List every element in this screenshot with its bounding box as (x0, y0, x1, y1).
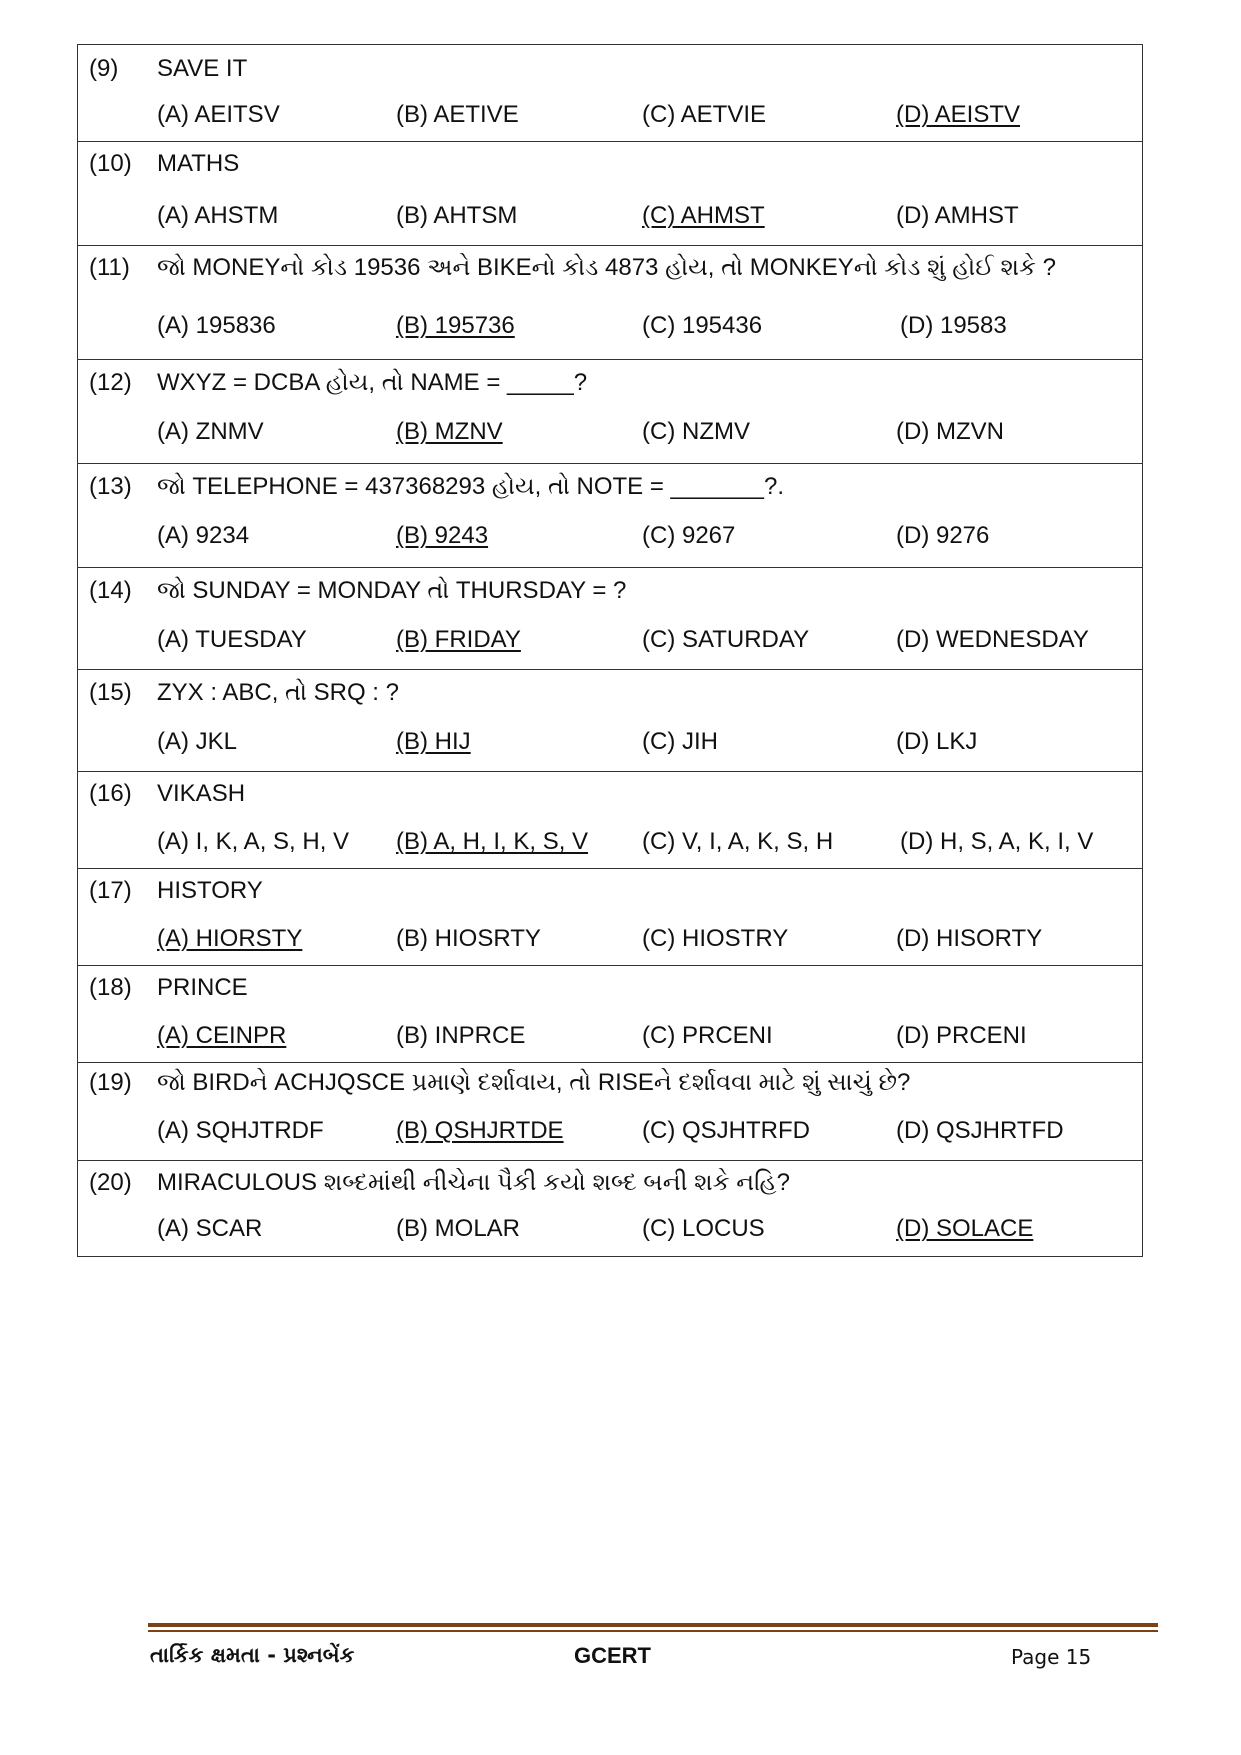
correct-option: (C) AHMST (642, 202, 765, 229)
question-text: MATHS (157, 150, 240, 177)
answer-option: (A) 9234 (157, 522, 250, 549)
answer-option: (B) AETIVE (396, 101, 519, 128)
question-text: જો BIRDને ACHJQSCE પ્રમાણે દર્શાવાય, તો RISEને દર્શાવવા માટે શું સાચું છે? (157, 1069, 911, 1096)
question-number: (9) (89, 55, 119, 82)
page-number: Page 15 (1011, 1645, 1092, 1669)
question-row (78, 965, 1142, 1062)
answer-option: (D) PRCENI (896, 1022, 1027, 1049)
answer-option: (B) INPRCE (396, 1022, 526, 1049)
question-text: MIRACULOUS શબ્દમાંથી નીચેના પૈકી કયો શબ્દ બની શકે નહિ? (157, 1169, 790, 1196)
question-row (78, 463, 1142, 567)
question-table (77, 44, 1143, 1257)
question-row (78, 771, 1142, 868)
correct-option: (B) MZNV (396, 418, 503, 445)
answer-option: (D) 19583 (900, 312, 1007, 339)
correct-option: (B) A, H, I, K, S, V (396, 828, 589, 855)
answer-option: (A) ZNMV (157, 418, 264, 445)
correct-option: (D) AEISTV (896, 101, 1021, 128)
question-number: (15) (89, 679, 132, 706)
answer-option: (A) AHSTM (157, 202, 279, 229)
answer-option: (D) QSJHRTFD (896, 1117, 1064, 1144)
correct-option: (B) FRIDAY (396, 626, 521, 653)
answer-option: (D) LKJ (896, 728, 978, 755)
footer-divider (148, 1623, 1158, 1627)
answer-option: (A) I, K, A, S, H, V (157, 828, 350, 855)
correct-option: (B) QSHJRTDE (396, 1117, 564, 1144)
question-text: HISTORY (157, 877, 263, 904)
answer-option: (C) LOCUS (642, 1215, 765, 1242)
question-row (78, 1160, 1142, 1256)
answer-option: (C) 195436 (642, 312, 763, 339)
answer-option: (D) WEDNESDAY (896, 626, 1089, 653)
question-row (78, 359, 1142, 463)
answer-option: (D) MZVN (896, 418, 1004, 445)
answer-option: (C) QSJHTRFD (642, 1117, 810, 1144)
answer-option: (A) JKL (157, 728, 238, 755)
question-text: જો SUNDAY = MONDAY તો THURSDAY = ? (157, 577, 627, 604)
answer-option: (C) NZMV (642, 418, 750, 445)
answer-option: (C) V, I, A, K, S, H (642, 828, 834, 855)
answer-option: (C) AETVIE (642, 101, 767, 128)
question-number: (10) (89, 150, 132, 177)
question-row (78, 567, 1142, 669)
answer-option: (C) HIOSTRY (642, 925, 789, 952)
answer-option: (A) SQHJTRDF (157, 1117, 324, 1144)
correct-option: (B) 9243 (396, 522, 489, 549)
correct-option: (A) CEINPR (157, 1022, 287, 1049)
answer-option: (B) HIOSRTY (396, 925, 541, 952)
answer-option: (C) PRCENI (642, 1022, 773, 1049)
answer-option: (A) AEITSV (157, 101, 280, 128)
question-row (78, 45, 1142, 141)
question-number: (12) (89, 369, 132, 396)
answer-option: (D) HISORTY (896, 925, 1043, 952)
correct-option: (D) SOLACE (896, 1215, 1034, 1242)
question-number: (14) (89, 577, 132, 604)
correct-option: (B) 195736 (396, 312, 515, 339)
answer-option: (B) MOLAR (396, 1215, 521, 1242)
answer-option: (D) AMHST (896, 202, 1019, 229)
answer-option: (A) 195836 (157, 312, 276, 339)
question-row (78, 669, 1142, 771)
answer-option: (A) SCAR (157, 1215, 263, 1242)
question-number: (16) (89, 780, 132, 807)
question-text: WXYZ = DCBA હોય, તો NAME = _____? (157, 369, 588, 396)
question-text: PRINCE (157, 974, 248, 1001)
footer-divider-thin (148, 1630, 1158, 1632)
answer-option: (C) JIH (642, 728, 718, 755)
question-number: (17) (89, 877, 132, 904)
correct-option: (A) HIORSTY (157, 925, 303, 952)
question-row (78, 868, 1142, 965)
question-row (78, 141, 1142, 245)
question-number: (20) (89, 1169, 132, 1196)
question-text: ZYX : ABC, તો SRQ : ? (157, 679, 399, 706)
question-number: (19) (89, 1069, 132, 1096)
footer-org: GCERT (574, 1643, 651, 1668)
correct-option: (B) HIJ (396, 728, 471, 755)
answer-option: (D) H, S, A, K, I, V (900, 828, 1094, 855)
question-number: (11) (89, 254, 130, 281)
question-number: (18) (89, 974, 132, 1001)
answer-option: (B) AHTSM (396, 202, 518, 229)
question-number: (13) (89, 473, 132, 500)
answer-option: (C) SATURDAY (642, 626, 810, 653)
question-row (78, 1062, 1142, 1160)
question-text: SAVE IT (157, 55, 248, 82)
question-row (78, 245, 1142, 359)
question-text: જો MONEYનો કોડ 19536 અને BIKEનો કોડ 4873 હોય, તો MONKEYનો કોડ શું હોઈ શકે ? (157, 254, 1056, 281)
answer-option: (C) 9267 (642, 522, 736, 549)
footer-title: તાર્કિક ક્ષમતા - પ્રશ્નબેંક (150, 1643, 355, 1667)
question-text: VIKASH (157, 780, 246, 807)
answer-option: (A) TUESDAY (157, 626, 307, 653)
answer-option: (D) 9276 (896, 522, 990, 549)
question-text: જો TELEPHONE = 437368293 હોય, તો NOTE = _______?. (157, 473, 784, 500)
